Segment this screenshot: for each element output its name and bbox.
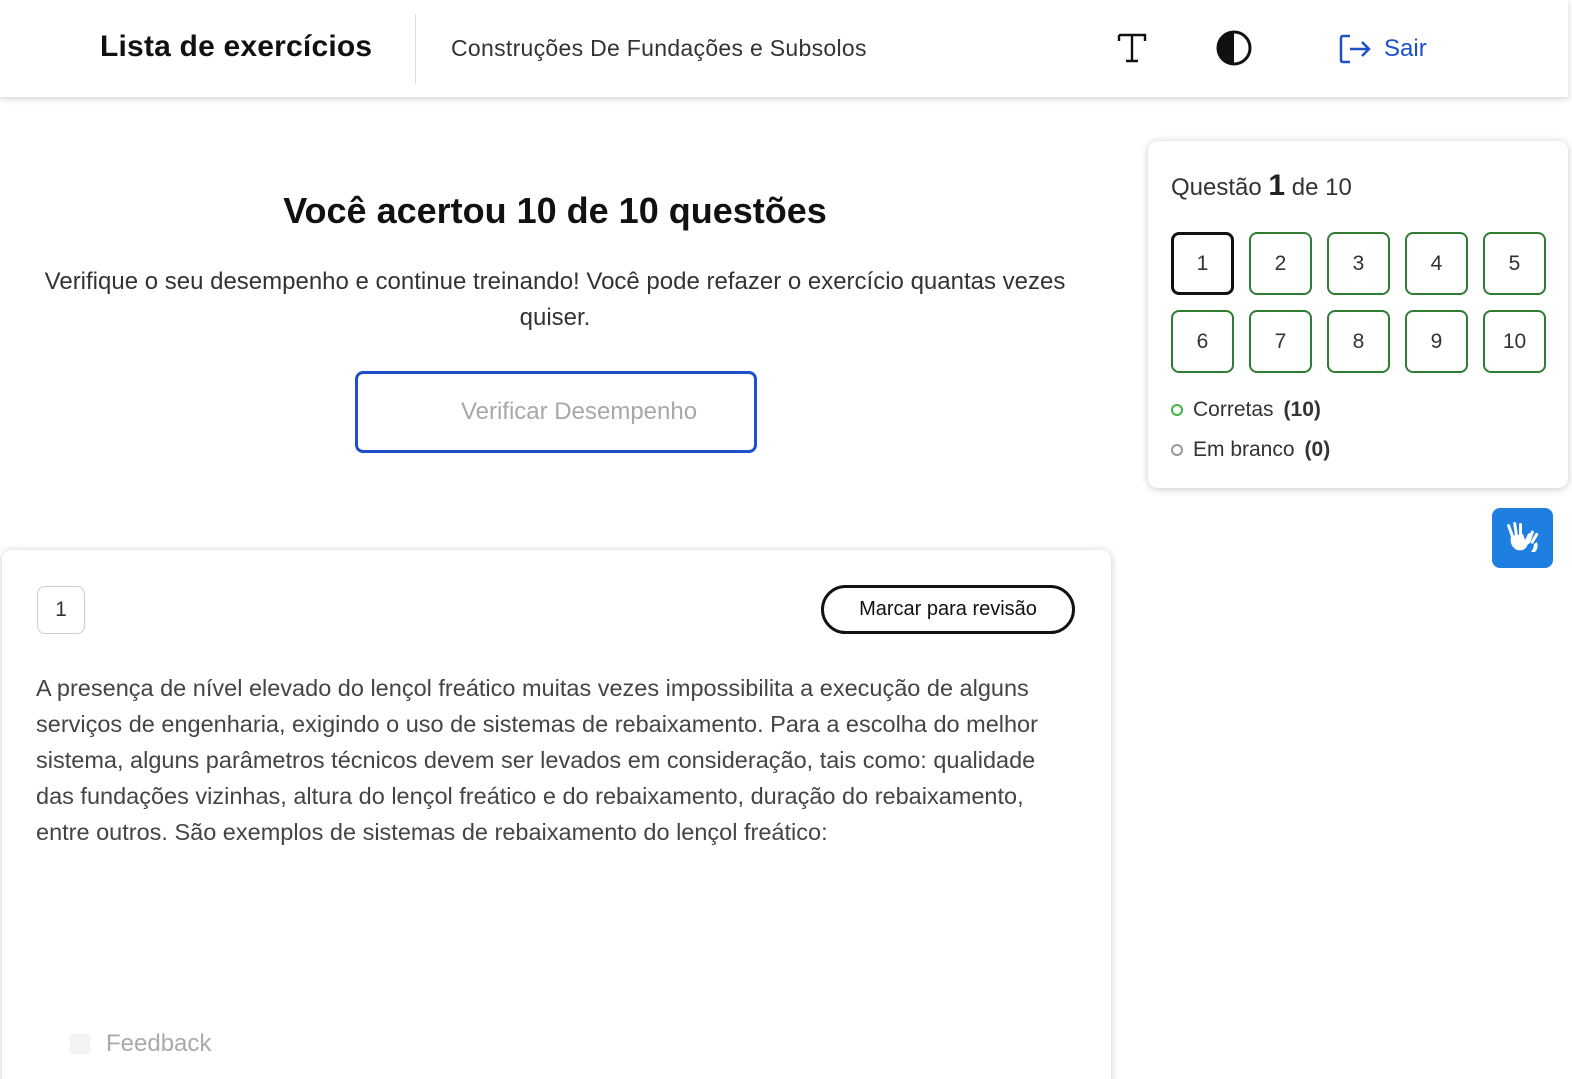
question-button-3[interactable]: 3 [1327,232,1390,295]
result-title: Você acertou 10 de 10 questões [283,190,827,231]
logout-button[interactable] [1338,30,1427,68]
question-number-badge: 1 [37,586,85,634]
correct-dot-icon [1171,404,1183,416]
legend-blank-count: (0) [1304,438,1331,461]
question-button-9[interactable]: 9 [1405,310,1468,373]
header-divider [415,14,416,84]
font-size-button[interactable] [1110,26,1154,70]
result-text: Verifique o seu desempenho e continue treinando! Você pode refazer o exercício quantas vezes quiser. [44,268,1066,331]
question-button-10[interactable]: 10 [1483,310,1546,373]
logout-icon [1338,33,1372,65]
legend-correct-count: (10) [1283,398,1321,421]
contrast-button[interactable] [1212,26,1256,70]
sign-language-button[interactable] [1492,508,1553,568]
question-grid [1171,232,1546,373]
verify-performance-button[interactable]: Verificar Desempenho [355,371,757,453]
feedback-checkbox[interactable] [70,1034,90,1054]
logout-label: Sair [1384,35,1427,62]
sign-language-icon [1503,518,1543,558]
legend-correct [1171,398,1321,422]
question-counter [1171,169,1352,203]
question-button-6[interactable]: 6 [1171,310,1234,373]
question-navigator-panel [1148,141,1568,488]
legend-blank-label: Em branco [1193,438,1295,461]
feedback-toggle[interactable] [70,1030,211,1058]
question-prefix: Questão [1171,174,1262,201]
current-question-number: 1 [1268,169,1286,202]
legend-blank [1171,438,1330,462]
legend-correct-label: Corretas [1193,398,1274,421]
feedback-label: Feedback [106,1030,212,1057]
font-size-icon [1116,31,1148,65]
question-button-2[interactable]: 2 [1249,232,1312,295]
page-title: Lista de exercícios [100,30,373,63]
mark-for-review-button[interactable]: Marcar para revisão [821,585,1075,634]
contrast-icon [1215,29,1253,67]
top-header [0,0,1568,97]
question-suffix: de 10 [1291,174,1352,201]
question-text: A presença de nível elevado do lençol freático muitas vezes impossibilita a execução de alguns serviços de engenharia, exigindo o uso de sistemas de rebaixamento. Para a escolha do melhor sistema, alguns parâmetros técnicos devem ser levados em consideração, tais como: qualidade das fundações vizinhas, altura do lençol freático e do rebaixamento, duração do rebaixamento, entre outros. São exemplos de sistemas de rebaixamento do lençol freático: [36,675,1038,845]
question-card [2,550,1111,1079]
question-button-7[interactable]: 7 [1249,310,1312,373]
blank-dot-icon [1171,444,1183,456]
question-button-1[interactable]: 1 [1171,232,1234,295]
question-button-5[interactable]: 5 [1483,232,1546,295]
course-name: Construções De Fundações e Subsolos [451,35,867,61]
question-button-4[interactable]: 4 [1405,232,1468,295]
question-button-8[interactable]: 8 [1327,310,1390,373]
